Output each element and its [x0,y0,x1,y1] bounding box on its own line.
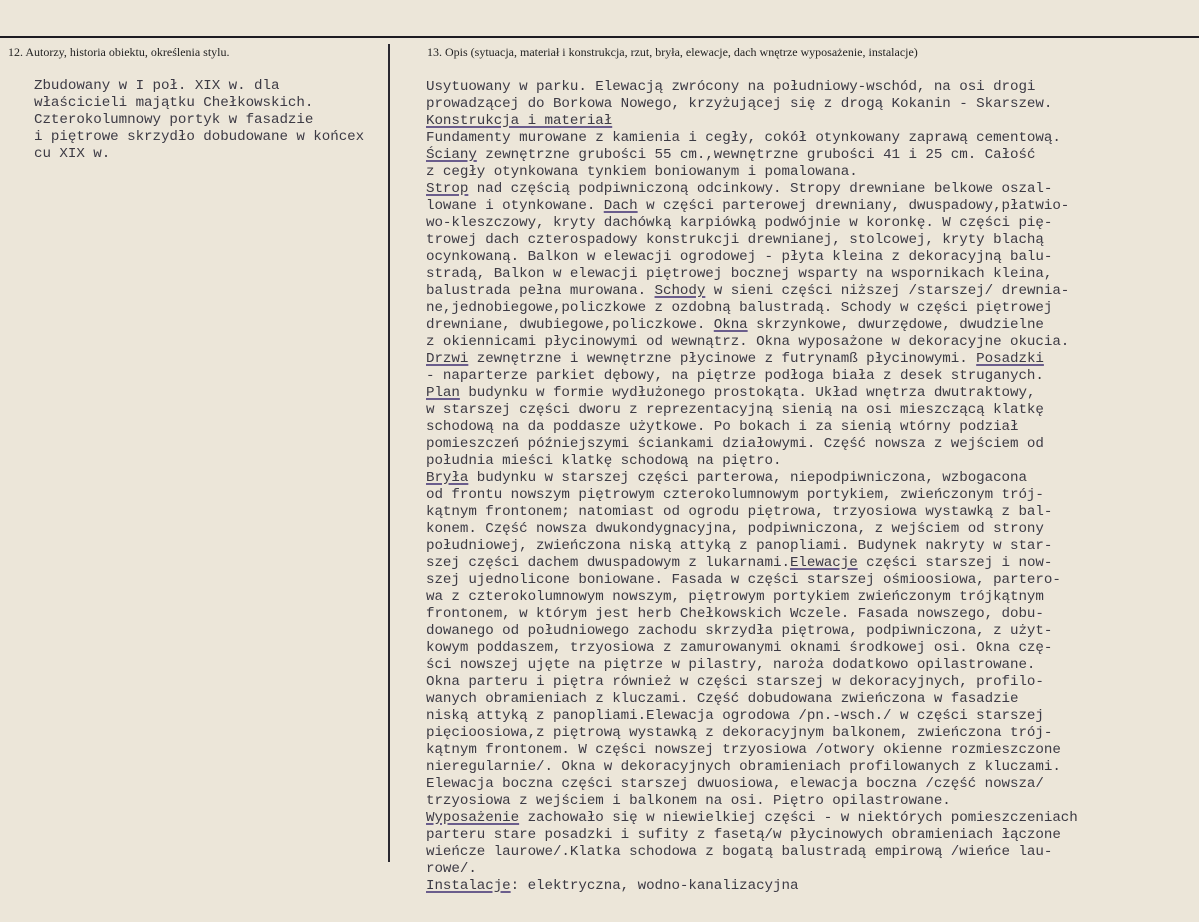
text-segment: wo-kleszczowy, kryty dachówką karpiówką podwójnie w koronkę. W części pię- [426,215,1053,231]
text-segment: niską attyką z panopliami.Elewacja ogrodowa /pn.-wsch./ w części starszej [426,708,1044,724]
text-segment: południa mieści klatkę schodową na piętro. [426,453,782,469]
text-line [426,504,1078,521]
text-segment: nieregularnie/. Okna w dekoracyjnych obramieniach profilowanych z kluczami. [426,759,1061,775]
text-line [426,147,1078,164]
text-line [426,674,1078,691]
text-line [426,470,1078,487]
text-line [426,215,1078,232]
text-line [426,793,1078,810]
text-segment: dowanego od południowego zachodu skrzydła piętrowa, podpiwniczona, z użyt- [426,623,1053,639]
top-border-line [0,36,1199,38]
text-segment: budynku w formie wydłużonego prostokąta. Układ wnętrza dwutraktowy, [459,385,1036,401]
section-heading: Elewacje [789,555,858,571]
text-segment: właścicieli majątku Chełkowskich. [34,95,314,111]
text-line [426,181,1078,198]
text-line [426,759,1078,776]
text-line [426,827,1078,844]
section-heading: Posadzki [976,351,1044,367]
text-line [426,810,1078,827]
text-segment: szej części dachem dwuspadowym z lukarnami. [426,555,790,571]
text-segment: cu XIX w. [34,146,111,162]
section-heading: Strop [426,181,469,197]
section-heading: Dach [603,198,638,214]
text-segment: schodową na da poddasze użytkowe. Po bokach i za sienią wtórny podział [426,419,1019,435]
text-segment: Elewacja boczna części starszej dwuosiowa, elewacja boczna /część nowsza/ [426,776,1044,792]
text-segment: ści nowszej ujęte na piętrze w pilastry, naroża dodatkowo opilastrowane. [426,657,1036,673]
text-line [426,419,1078,436]
section-heading: Bryła [426,470,469,486]
text-segment: parteru stare posadzki i sufity z fasetą/w płycinowych obramieniach łączone [426,827,1061,843]
text-segment: Zbudowany w I poł. XIX w. dla [34,78,280,94]
text-segment: kowym poddaszem, trzyosiowa z zamurowanymi oknami środkowej osi. Okna czę- [426,640,1053,656]
text-line [34,146,364,163]
text-segment: w części parterowej drewniany, dwuspadowy,płatwio- [637,198,1070,214]
text-segment: i piętrowe skrzydło dobudowane w końcex [34,129,365,145]
text-line [426,266,1078,283]
section-heading: Drzwi [426,351,469,367]
text-segment: frontonem, w którym jest herb Chełkowskich Wczele. Fasada nowszego, dobu- [426,606,1044,622]
text-line [426,436,1078,453]
text-line [426,742,1078,759]
text-segment: pięcioosiowa,z piętrową wystawką z dekoracyjnym balkonem, zwieńczona trój- [426,725,1053,741]
text-segment: budynku w starszej części parterowa, niepodpiwniczona, wzbogacona [468,470,1027,486]
text-segment: zachowało się w niewielkiej części - w niektórych pomieszczeniach [519,810,1078,826]
text-segment: od frontu nowszym piętrowym czterokolumnowym portykiem, zwieńczonym trój- [426,487,1044,503]
text-segment: Czterokolumnowy portyk w fasadzie [34,112,314,128]
text-line [426,453,1078,470]
text-line [426,334,1078,351]
text-segment: zewnętrzne i wewnętrzne płycinowe z futrynamß płycinowymi. [468,351,977,367]
text-line [426,657,1078,674]
section-heading: Okna [713,317,748,333]
text-line [426,776,1078,793]
text-line [426,844,1078,861]
section-header-authors-history: 12. Autorzy, historia obiektu, określenia stylu. [8,45,230,59]
text-line [34,95,364,112]
section-heading: Wyposażenie [426,810,520,826]
text-segment: rowe/. [426,861,477,877]
section-header-description: 13. Opis (sytuacja, materiał i konstrukcja, rzut, bryła, elewacje, dach wnętrze wyposażenie, instalacje) [427,45,918,59]
text-line [426,623,1078,640]
text-line [34,78,364,95]
section-heading: Instalacje [426,878,511,894]
history-text-block [34,78,364,163]
text-line [426,402,1078,419]
text-segment: w starszej części dworu z reprezentacyjną sienią na osi mieszczącą klatkę [426,402,1044,418]
text-line [426,113,1078,130]
text-line [426,351,1078,368]
text-segment: trowej dach czterospadowy konstrukcji drewnianej, stolcowej, kryty blachą [426,232,1044,248]
text-line [34,112,364,129]
text-segment: wa z czterokolumnowym nowszym, piętrowym portykiem zwieńczonym trójkątnym [426,589,1044,605]
text-line [426,861,1078,878]
text-segment: - naparterze parkiet dębowy, na piętrze podłoga biała z desek struganych. [426,368,1044,384]
text-line [426,232,1078,249]
section-heading: Plan [426,385,460,401]
section-heading: Schody [654,283,706,299]
text-segment: skrzynkowe, dwurzędowe, dwudzielne [747,317,1044,333]
text-segment: w sieni części niższej /starszej/ drewnia- [705,283,1070,299]
text-segment: ocynkowaną. Balkon w elewacji ogrodowej - płyta kleina z dekoracyjną balu- [426,249,1053,265]
text-segment: nad częścią podpiwniczoną odcinkowy. Stropy drewniane belkowe oszal- [468,181,1053,197]
text-line [426,538,1078,555]
text-segment: Usytuowany w parku. Elewacją zwrócony na południowy-wschód, na osi drogi [426,79,1036,95]
text-line [426,283,1078,300]
text-segment: ne,jednobiegowe,policzkowe z ozdobną balustradą. Schody w części piętrowej [426,300,1053,316]
text-segment: konem. Część nowsza dwukondygnacyjna, podpiwniczona, z wejściem od strony [426,521,1044,537]
text-line [34,129,364,146]
text-line [426,249,1078,266]
text-line [426,164,1078,181]
text-line [426,521,1078,538]
text-line [426,589,1078,606]
section-heading: Ściany [426,147,477,163]
text-segment: trzyosiowa z wejściem i balkonem na osi. Piętro opilastrowane. [426,793,951,809]
text-line [426,725,1078,742]
text-segment: kątnym frontonem. W części nowszej trzyosiowa /otwory okienne rozmieszczone [426,742,1061,758]
text-line [426,79,1078,96]
text-segment: pomieszczeń późniejszymi ściankami działowymi. Część nowsza z wejściem od [426,436,1044,452]
text-line [426,878,1078,895]
text-segment: szej ujednolicone boniowane. Fasada w części starszej ośmioosiowa, partero- [426,572,1061,588]
text-line [426,198,1078,215]
text-line [426,555,1078,572]
text-segment: Okna parteru i piętra również w części starszej w dekoracyjnych, profilo- [426,674,1044,690]
text-segment: stradą, Balkon w elewacji piętrowej bocznej wsparty na wspornikach kleina, [426,266,1053,282]
text-line [426,487,1078,504]
text-segment: prowadzącej do Borkowa Nowego, krzyżującej się z drogą Kokanin - Skarszew. [426,96,1053,112]
text-segment: z okiennicami płycinowymi od wewnątrz. Okna wyposażone w dekoracyjne okucia. [426,334,1070,350]
text-segment: Fundamenty murowane z kamienia i cegły, cokół otynkowany zaprawą cementową. [426,130,1061,146]
text-segment: balustrada pełna murowana. [426,283,655,299]
text-segment: południowej, zwieńczona niską attyką z panopliami. Budynek nakryty w star- [426,538,1053,554]
text-segment: : elektryczna, wodno-kanalizacyjna [510,878,799,894]
text-segment: zewnętrzne grubości 55 cm.,wewnętrzne grubości 41 i 25 cm. Całość [476,147,1036,163]
description-text-block [426,79,1078,895]
text-line [426,708,1078,725]
text-line [426,300,1078,317]
text-line [426,96,1078,113]
text-line [426,385,1078,402]
text-segment: kątnym frontonem; natomiast od ogrodu piętrowa, trzyosiowa wystawką z bal- [426,504,1053,520]
text-line [426,640,1078,657]
text-segment: z cegły otynkowana tynkiem boniowanym i pomalowana. [426,164,858,180]
column-divider [388,44,390,862]
section-heading: Konstrukcja i materiał [426,113,613,129]
text-line [426,368,1078,385]
text-segment: części starszej i now- [857,555,1053,571]
text-line [426,317,1078,334]
text-line [426,606,1078,623]
text-segment: wanych obramieniach z kluczami. Część dobudowana zwieńczona w fasadzie [426,691,1019,707]
text-line [426,691,1078,708]
text-segment: lowane i otynkowane. [426,198,604,214]
text-segment: wieńcze laurowe/.Klatka schodowa z bogatą balustradą empirową /wieńce lau- [426,844,1053,860]
text-line [426,130,1078,147]
text-line [426,572,1078,589]
text-segment: drewniane, dwubiegowe,policzkowe. [426,317,714,333]
